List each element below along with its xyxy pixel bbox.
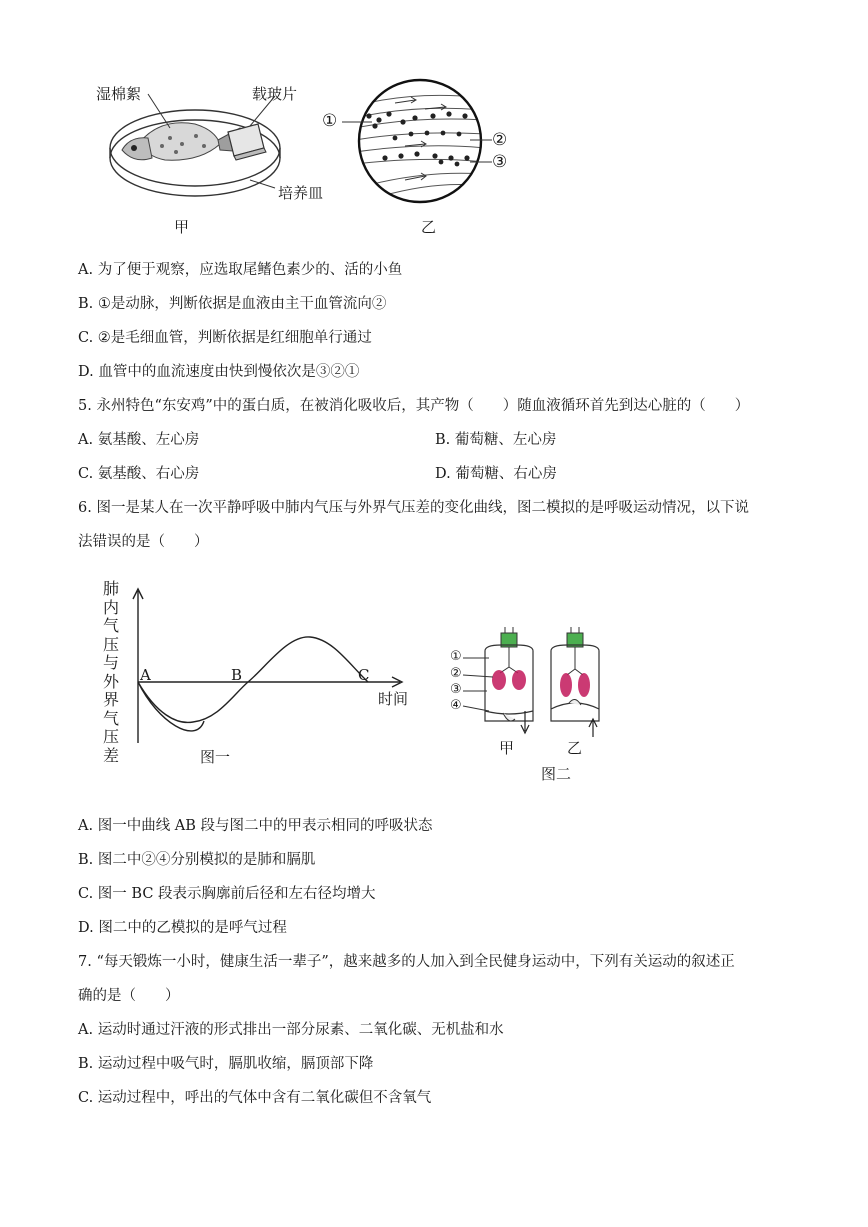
graph-point-b: B	[231, 666, 243, 684]
q6-stem-line2: 法错误的是（ ）	[78, 534, 209, 550]
model-jia-label: 甲	[499, 739, 515, 757]
model-marker-1: ①	[450, 649, 462, 664]
marker-1: ①	[322, 111, 338, 131]
model-marker-2: ②	[450, 666, 462, 681]
marker-3: ③	[492, 152, 508, 172]
model-yi-label: 乙	[567, 739, 583, 757]
bell-jar-model	[445, 625, 615, 745]
label-glass-slide: 载玻片	[252, 85, 298, 103]
q4-option-a: A. 为了便于观察，应选取尾鳍色素少的、活的小鱼	[78, 262, 403, 278]
q7-stem-line2: 确的是（ ）	[78, 988, 180, 1004]
q6-option-a: A. 图一中曲线 AB 段与图二中的甲表示相同的呼吸状态	[78, 818, 433, 834]
pressure-curve-graph	[128, 585, 408, 745]
label-petri-dish: 培养皿	[278, 184, 324, 202]
q6-option-c: C. 图一 BC 段表示胸廓前后径和左右径均增大	[78, 886, 376, 902]
caption-jia: 甲	[174, 218, 190, 236]
graph-caption: 图一	[200, 748, 231, 766]
graph-point-c: C	[358, 666, 370, 684]
q6-option-d: D. 图二中的乙模拟的是呼气过程	[78, 920, 287, 936]
q5-option-b: B. 葡萄糖、左心房	[435, 432, 557, 448]
q7-option-a: A. 运动时通过汗液的形式排出一部分尿素、二氧化碳、无机盐和水	[78, 1022, 504, 1038]
pressure-curve	[138, 637, 368, 731]
q7-option-c: C. 运动过程中，呼出的气体中含有二氧化碳但不含氧气	[78, 1090, 432, 1106]
caption-yi: 乙	[421, 218, 437, 236]
model-marker-4: ④	[450, 698, 462, 713]
q5-option-c: C. 氨基酸、右心房	[78, 466, 200, 482]
q4-option-d: D. 血管中的血流速度由快到慢依次是③②①	[78, 364, 360, 380]
graph-x-label: 时间	[378, 690, 409, 708]
q4-option-b: B. ①是动脉，判断依据是血液由主干血管流向②	[78, 296, 387, 312]
model-marker-3: ③	[450, 682, 462, 697]
q5-option-a: A. 氨基酸、左心房	[78, 432, 200, 448]
q7-stem-line1: 7. “每天锻炼一小时，健康生活一辈子”，越来越多的人加入到全民健身运动中，下列有关运动的叙述正	[78, 954, 735, 970]
q5-option-d: D. 葡萄糖、右心房	[435, 466, 557, 482]
q5-stem: 5. 永州特色“东安鸡”中的蛋白质，在被消化吸收后，其产物（ ）随血液循环首先到达心脏的（ ）	[78, 398, 750, 414]
q6-stem-line1: 6. 图一是某人在一次平静呼吸中肺内气压与外界气压差的变化曲线，图二模拟的是呼吸运动情况，以下说	[78, 500, 749, 516]
model-caption: 图二	[541, 765, 572, 783]
graph-y-label: 肺内气压与外界气压差	[103, 579, 120, 765]
microscope-pointer-lines	[320, 100, 510, 180]
marker-2: ②	[492, 130, 508, 150]
label-wet-cotton: 湿棉絮	[96, 85, 142, 103]
q7-option-b: B. 运动过程中吸气时，膈肌收缩，膈顶部下降	[78, 1056, 374, 1072]
graph-point-a: A	[140, 666, 151, 684]
q4-option-c: C. ②是毛细血管，判断依据是红细胞单行通过	[78, 330, 372, 346]
q6-option-b: B. 图二中②④分别模拟的是肺和膈肌	[78, 852, 316, 868]
